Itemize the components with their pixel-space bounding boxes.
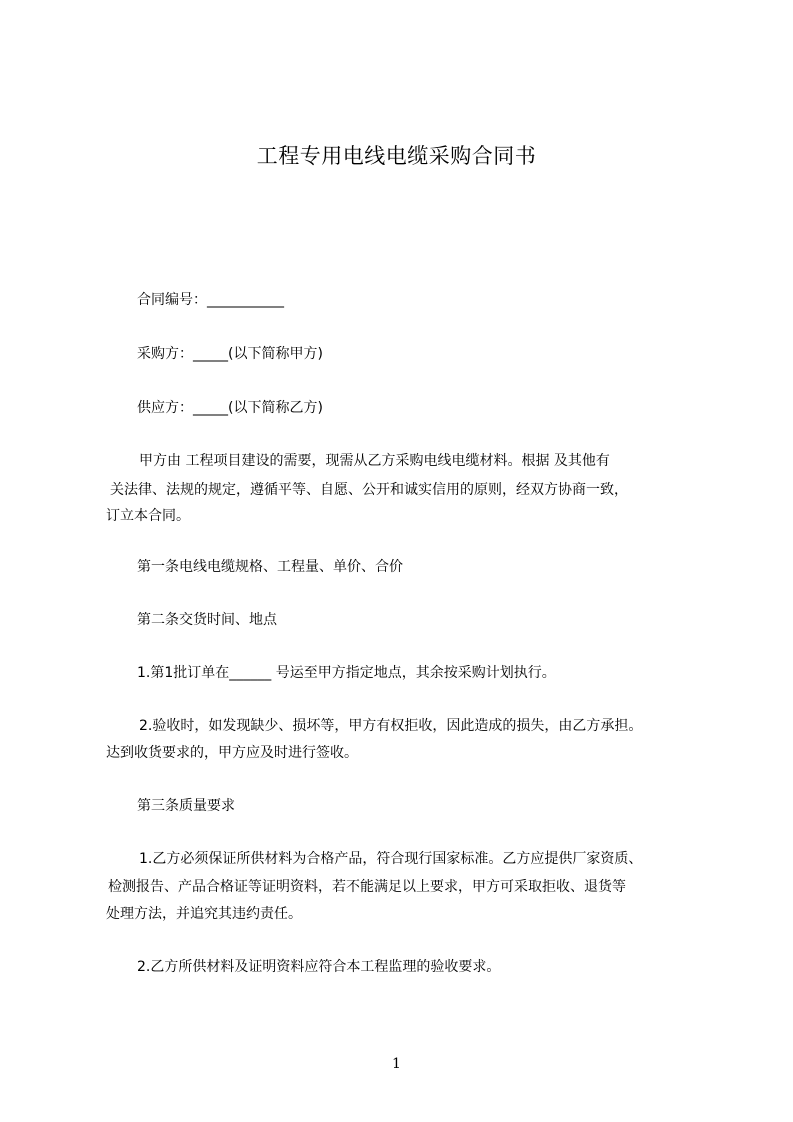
preamble-line-1: 甲方由 工程项目建设的需要，现需从乙方采购电线电缆材料。根据 及其他有: [139, 453, 610, 469]
preamble-line-2: 关法律、法规的规定，遵循平等、自愿、公开和诚实信用的原则，经双方协商一致，: [110, 482, 628, 498]
document-title: 工程专用电线电缆采购合同书: [256, 144, 537, 168]
article-3-item-2: 2.乙方所供材料及证明资料应符合本工程监理的验收要求。: [137, 959, 501, 975]
article-2-heading: 第二条交货时间、地点: [137, 612, 277, 628]
buyer-party: 采购方：_____(以下简称甲方): [137, 346, 323, 362]
supplier-party: 供应方：_____(以下简称乙方): [137, 400, 323, 416]
article-1-heading: 第一条电线电缆规格、工程量、单价、合价: [137, 559, 403, 575]
page-number: 1: [392, 1056, 401, 1072]
article-3-heading: 第三条质量要求: [137, 798, 235, 814]
article-3-item-1-line-2: 检测报告、产品合格证等证明资料，若不能满足以上要求，甲方可采取拒收、退货等: [108, 879, 626, 895]
article-2-item-2-line-2: 达到收货要求的，甲方应及时进行签收。: [106, 745, 358, 761]
article-2-item-1: 1.第1批订单在______ 号运至甲方指定地点，其余按采购计划执行。: [137, 665, 556, 681]
contract-number: 合同编号：___________: [137, 292, 284, 308]
article-3-item-1-line-3: 处理方法，并追究其违约责任。: [106, 906, 302, 922]
article-2-item-2-line-1: 2.验收时，如发现缺少、损坏等，甲方有权拒收，因此造成的损失，由乙方承担。: [139, 718, 643, 734]
article-3-item-1-line-1: 1.乙方必须保证所供材料为合格产品，符合现行国家标准。乙方应提供厂家资质、: [139, 851, 643, 867]
preamble-line-3: 订立本合同。: [106, 508, 190, 524]
